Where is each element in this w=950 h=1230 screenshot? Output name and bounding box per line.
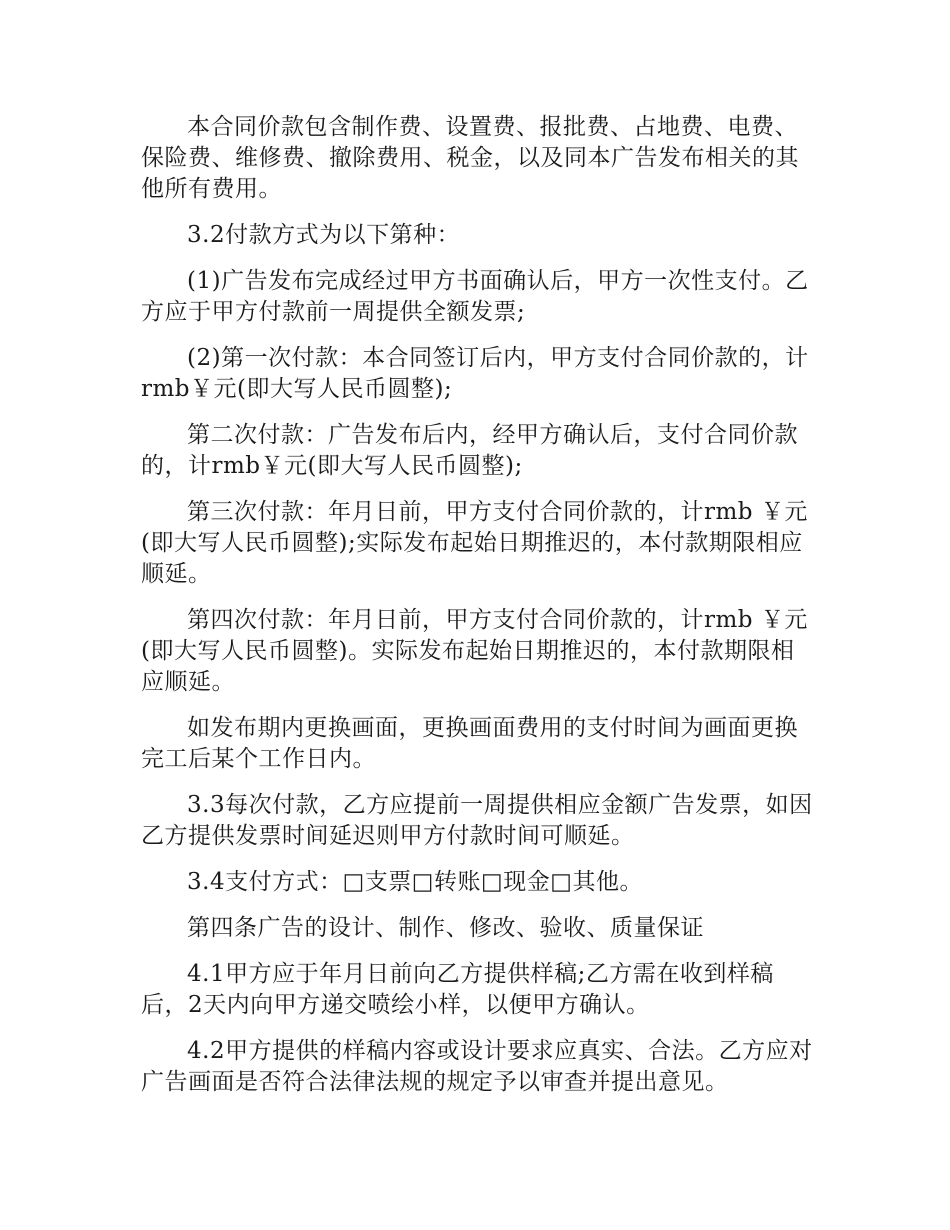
paragraph-third-installment: 第三次付款：年月日前，甲方支付合同价款的，计rmb ￥元(即大写人民币圆整);实际发布起始日期推迟的，本付款期限相应顺延。 <box>141 499 808 587</box>
paragraph-price-scope: 本合同价款包含制作费、设置费、报批费、占地费、电费、保险费、维修费、撤除费用、税金，以及同本广告发布相关的其他所有费用。 <box>141 114 799 202</box>
paragraph-fourth-installment: 第四次付款：年月日前，甲方支付合同价款的，计rmb ￥元(即大写人民币圆整)。实际发布起始日期推迟的，本付款期限相应顺延。 <box>141 607 808 695</box>
paragraph-sample-delivery: 4.1甲方应于年月日前向乙方提供样稿;乙方需在收到样稿后，2天内向甲方递交喷绘小样，以便甲方确认。 <box>141 961 774 1018</box>
paragraph-image-replacement: 如发布期内更换画面，更换画面费用的支付时间为画面更换完工后某个工作日内。 <box>141 715 798 772</box>
paragraph-sample-legality: 4.2甲方提供的样稿内容或设计要求应真实、合法。乙方应对广告画面是否符合法律法规的规定予以审查并提出意见。 <box>141 1038 813 1095</box>
paragraph-payment-type: 3.4支付方式：□支票□转账□现金□其他。 <box>187 869 644 895</box>
paragraph-second-installment: 第二次付款：广告发布后内，经甲方确认后，支付合同价款的，计rmb￥元(即大写人民币圆整); <box>141 422 798 479</box>
document-body <box>141 112 813 1113</box>
paragraph-payment-method-heading: 3.2付款方式为以下第种： <box>187 222 461 248</box>
paragraph-article-four-heading: 第四条广告的设计、制作、修改、验收、质量保证 <box>187 915 704 941</box>
paragraph-lump-sum-payment: (1)广告发布完成经过甲方书面确认后，甲方一次性支付。乙方应于甲方付款前一周提供全额发票; <box>141 268 809 325</box>
paragraph-invoice-clause: 3.3每次付款，乙方应提前一周提供相应金额广告发票，如因乙方提供发票时间延迟则甲方付款时间可顺延。 <box>141 792 813 849</box>
paragraph-first-installment: (2)第一次付款：本合同签订后内，甲方支付合同价款的，计rmb￥元(即大写人民币圆整); <box>141 345 809 402</box>
